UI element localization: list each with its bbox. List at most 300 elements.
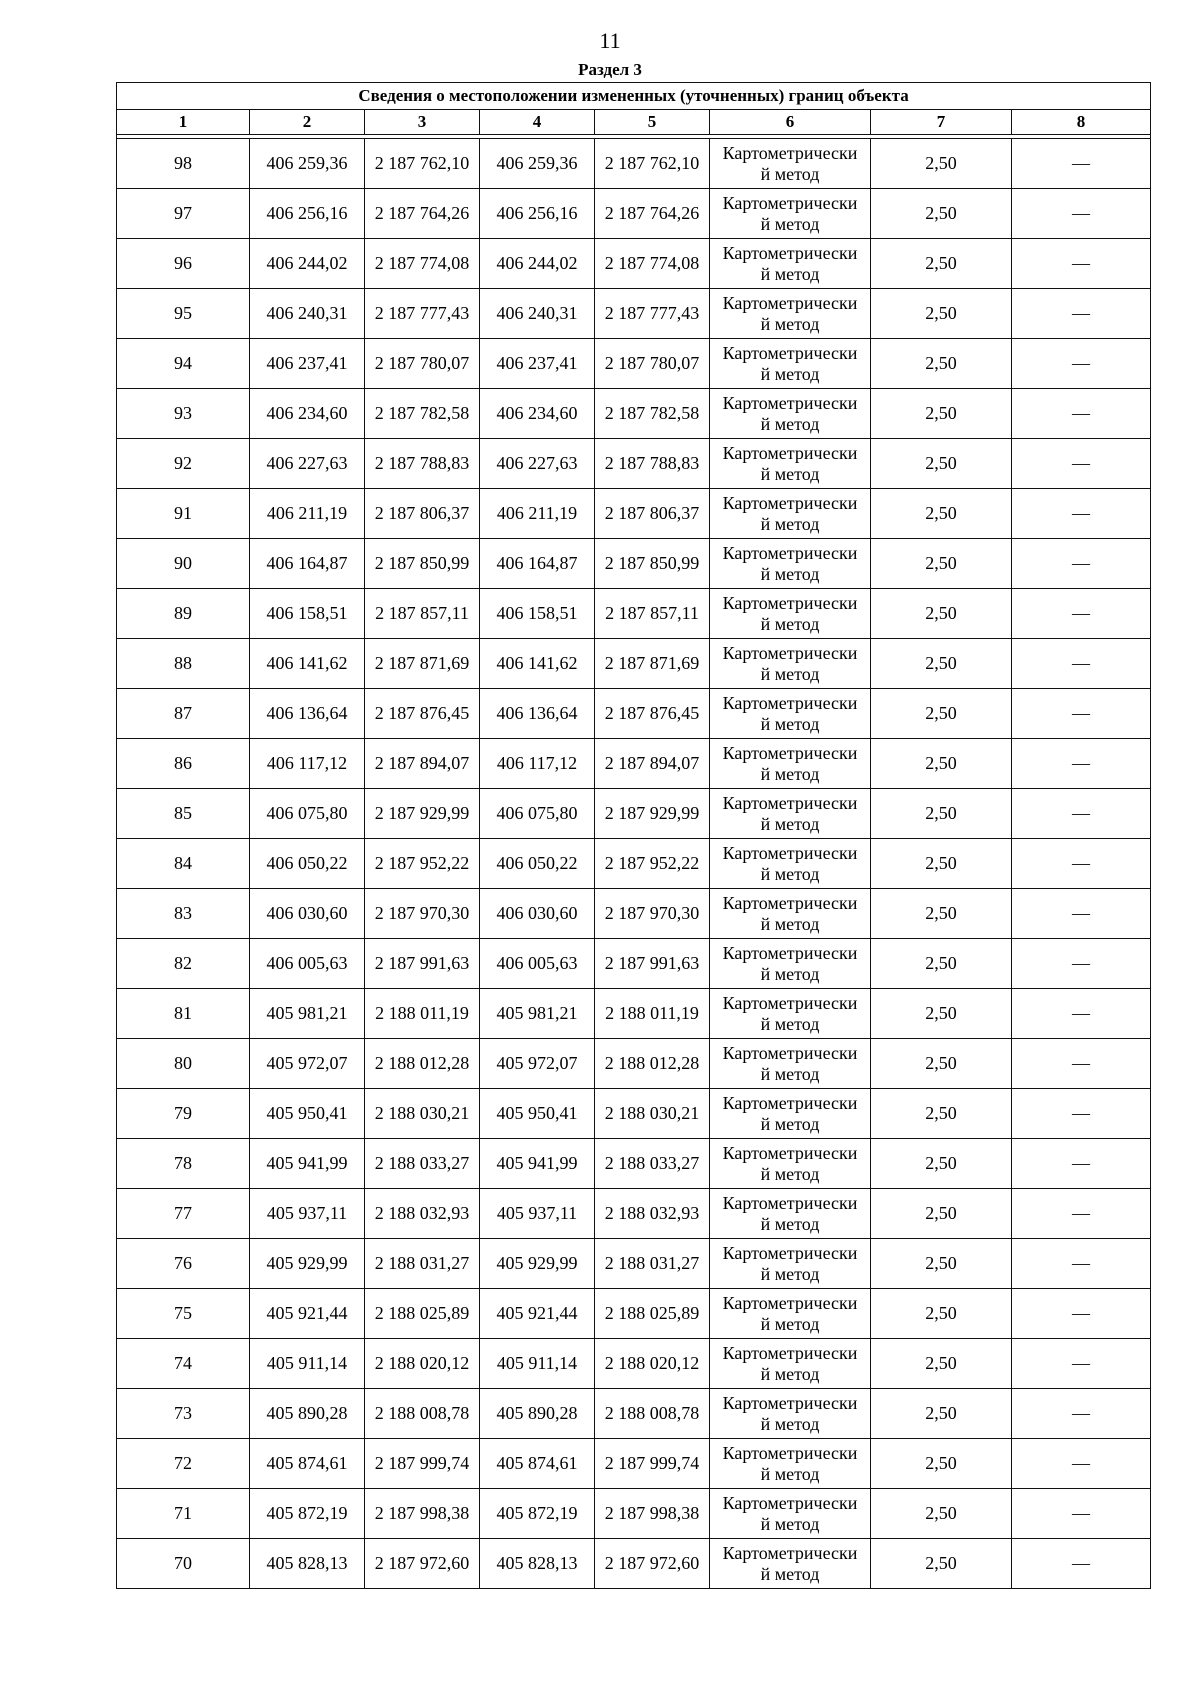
y-new-cell: 2 187 777,43 xyxy=(595,289,710,339)
method-cell xyxy=(710,1039,871,1089)
method-cell xyxy=(710,739,871,789)
y-new-cell: 2 187 972,60 xyxy=(595,1539,710,1589)
x-new-cell: 405 911,14 xyxy=(480,1339,595,1389)
y-old-cell: 2 187 774,08 xyxy=(365,239,480,289)
accuracy-cell: 2,50 xyxy=(871,439,1012,489)
method-text-line1: Картометрически xyxy=(722,492,858,513)
method-cell xyxy=(710,239,871,289)
note-cell: — xyxy=(1012,789,1151,839)
x-new-cell: 405 941,99 xyxy=(480,1139,595,1189)
note-cell: — xyxy=(1012,239,1151,289)
x-old-cell: 405 929,99 xyxy=(250,1239,365,1289)
y-old-cell: 2 188 032,93 xyxy=(365,1189,480,1239)
x-old-cell: 406 259,36 xyxy=(250,139,365,189)
table-row xyxy=(117,789,1151,839)
point-number-cell: 77 xyxy=(117,1189,250,1239)
method-text-line1: Картометрически xyxy=(722,992,858,1013)
y-old-cell: 2 187 876,45 xyxy=(365,689,480,739)
method-cell xyxy=(710,289,871,339)
point-number-cell: 74 xyxy=(117,1339,250,1389)
method-text-line2: й метод xyxy=(760,913,820,934)
method-cell xyxy=(710,1539,871,1589)
note-cell: — xyxy=(1012,139,1151,189)
y-new-cell: 2 187 998,38 xyxy=(595,1489,710,1539)
x-old-cell: 406 141,62 xyxy=(250,639,365,689)
y-new-cell: 2 188 011,19 xyxy=(595,989,710,1039)
x-new-cell: 405 921,44 xyxy=(480,1289,595,1339)
x-new-cell: 406 259,36 xyxy=(480,139,595,189)
table-row xyxy=(117,339,1151,389)
accuracy-cell: 2,50 xyxy=(871,839,1012,889)
method-text-line2: й метод xyxy=(760,363,820,384)
y-old-cell: 2 187 998,38 xyxy=(365,1489,480,1539)
method-text-line1: Картометрически xyxy=(722,1042,858,1063)
table-row xyxy=(117,389,1151,439)
table-row xyxy=(117,189,1151,239)
table-row xyxy=(117,439,1151,489)
point-number-cell: 71 xyxy=(117,1489,250,1539)
note-cell: — xyxy=(1012,289,1151,339)
method-text-line2: й метод xyxy=(760,163,820,184)
x-old-cell: 406 234,60 xyxy=(250,389,365,439)
y-old-cell: 2 187 764,26 xyxy=(365,189,480,239)
note-cell: — xyxy=(1012,689,1151,739)
section-title: Раздел 3 xyxy=(578,60,642,79)
accuracy-cell: 2,50 xyxy=(871,389,1012,439)
table-row xyxy=(117,1389,1151,1439)
y-new-cell: 2 187 788,83 xyxy=(595,439,710,489)
y-new-cell: 2 187 876,45 xyxy=(595,689,710,739)
y-old-cell: 2 187 850,99 xyxy=(365,539,480,589)
point-number-cell: 83 xyxy=(117,889,250,939)
table-row xyxy=(117,1489,1151,1539)
accuracy-cell: 2,50 xyxy=(871,989,1012,1039)
x-new-cell: 406 075,80 xyxy=(480,789,595,839)
column-number-row xyxy=(117,110,1151,135)
x-new-cell: 406 256,16 xyxy=(480,189,595,239)
table-row xyxy=(117,239,1151,289)
point-number-cell: 89 xyxy=(117,589,250,639)
method-text-line1: Картометрически xyxy=(722,842,858,863)
x-new-cell: 406 164,87 xyxy=(480,539,595,589)
method-text-line1: Картометрически xyxy=(722,242,858,263)
method-text-line1: Картометрически xyxy=(722,392,858,413)
x-old-cell: 406 136,64 xyxy=(250,689,365,739)
table-row xyxy=(117,1089,1151,1139)
method-text-line1: Картометрически xyxy=(722,1092,858,1113)
x-old-cell: 405 937,11 xyxy=(250,1189,365,1239)
y-old-cell: 2 188 012,28 xyxy=(365,1039,480,1089)
y-old-cell: 2 187 970,30 xyxy=(365,889,480,939)
table-row xyxy=(117,689,1151,739)
note-cell: — xyxy=(1012,1189,1151,1239)
x-old-cell: 406 050,22 xyxy=(250,839,365,889)
note-cell: — xyxy=(1012,889,1151,939)
point-number-cell: 92 xyxy=(117,439,250,489)
x-new-cell: 406 158,51 xyxy=(480,589,595,639)
table-row xyxy=(117,989,1151,1039)
method-text-line2: й метод xyxy=(760,1363,820,1384)
y-new-cell: 2 188 012,28 xyxy=(595,1039,710,1089)
x-new-cell: 406 227,63 xyxy=(480,439,595,489)
accuracy-cell: 2,50 xyxy=(871,1389,1012,1439)
table-row xyxy=(117,589,1151,639)
point-number-cell: 91 xyxy=(117,489,250,539)
method-text-line2: й метод xyxy=(760,1263,820,1284)
point-number-cell: 86 xyxy=(117,739,250,789)
method-cell xyxy=(710,1489,871,1539)
accuracy-cell: 2,50 xyxy=(871,739,1012,789)
y-old-cell: 2 187 991,63 xyxy=(365,939,480,989)
point-number-cell: 97 xyxy=(117,189,250,239)
method-cell xyxy=(710,789,871,839)
x-old-cell: 406 158,51 xyxy=(250,589,365,639)
x-new-cell: 405 890,28 xyxy=(480,1389,595,1439)
point-number-cell: 70 xyxy=(117,1539,250,1589)
method-cell xyxy=(710,889,871,939)
y-old-cell: 2 187 952,22 xyxy=(365,839,480,889)
y-new-cell: 2 188 033,27 xyxy=(595,1139,710,1189)
accuracy-cell: 2,50 xyxy=(871,889,1012,939)
note-cell: — xyxy=(1012,389,1151,439)
table-row xyxy=(117,739,1151,789)
x-old-cell: 406 237,41 xyxy=(250,339,365,389)
method-text-line2: й метод xyxy=(760,213,820,234)
y-new-cell: 2 187 991,63 xyxy=(595,939,710,989)
point-number-cell: 84 xyxy=(117,839,250,889)
method-text-line1: Картометрически xyxy=(722,942,858,963)
y-new-cell: 2 187 806,37 xyxy=(595,489,710,539)
method-cell xyxy=(710,1189,871,1239)
y-old-cell: 2 187 806,37 xyxy=(365,489,480,539)
x-new-cell: 406 211,19 xyxy=(480,489,595,539)
accuracy-cell: 2,50 xyxy=(871,489,1012,539)
y-old-cell: 2 187 782,58 xyxy=(365,389,480,439)
accuracy-cell: 2,50 xyxy=(871,1189,1012,1239)
method-text-line2: й метод xyxy=(760,613,820,634)
point-number-cell: 85 xyxy=(117,789,250,839)
y-old-cell: 2 188 031,27 xyxy=(365,1239,480,1289)
column-number: 7 xyxy=(871,110,1012,135)
method-cell xyxy=(710,1239,871,1289)
y-old-cell: 2 187 999,74 xyxy=(365,1439,480,1489)
point-number-cell: 82 xyxy=(117,939,250,989)
column-number: 6 xyxy=(710,110,871,135)
table-row xyxy=(117,1139,1151,1189)
method-cell xyxy=(710,689,871,739)
point-number-cell: 72 xyxy=(117,1439,250,1489)
method-text-line2: й метод xyxy=(760,863,820,884)
x-new-cell: 405 874,61 xyxy=(480,1439,595,1489)
table-row xyxy=(117,489,1151,539)
method-cell xyxy=(710,1339,871,1389)
y-new-cell: 2 188 025,89 xyxy=(595,1289,710,1339)
x-new-cell: 406 005,63 xyxy=(480,939,595,989)
y-new-cell: 2 187 850,99 xyxy=(595,539,710,589)
x-new-cell: 405 828,13 xyxy=(480,1539,595,1589)
column-number: 1 xyxy=(117,110,250,135)
accuracy-cell: 2,50 xyxy=(871,1489,1012,1539)
point-number-cell: 76 xyxy=(117,1239,250,1289)
method-cell xyxy=(710,139,871,189)
y-new-cell: 2 187 999,74 xyxy=(595,1439,710,1489)
note-cell: — xyxy=(1012,439,1151,489)
method-cell xyxy=(710,439,871,489)
x-old-cell: 405 972,07 xyxy=(250,1039,365,1089)
method-text-line1: Картометрически xyxy=(722,442,858,463)
accuracy-cell: 2,50 xyxy=(871,689,1012,739)
y-new-cell: 2 187 774,08 xyxy=(595,239,710,289)
page-number: 11 xyxy=(599,28,621,53)
method-text-line1: Картометрически xyxy=(722,892,858,913)
y-old-cell: 2 187 857,11 xyxy=(365,589,480,639)
note-cell: — xyxy=(1012,739,1151,789)
column-number: 2 xyxy=(250,110,365,135)
method-text-line2: й метод xyxy=(760,1063,820,1084)
method-text-line2: й метод xyxy=(760,463,820,484)
point-number-cell: 87 xyxy=(117,689,250,739)
method-text-line1: Картометрически xyxy=(722,1142,858,1163)
method-text-line1: Картометрически xyxy=(722,542,858,563)
method-text-line1: Картометрически xyxy=(722,1242,858,1263)
point-number-cell: 98 xyxy=(117,139,250,189)
y-old-cell: 2 188 008,78 xyxy=(365,1389,480,1439)
accuracy-cell: 2,50 xyxy=(871,639,1012,689)
point-number-cell: 75 xyxy=(117,1289,250,1339)
method-text-line2: й метод xyxy=(760,563,820,584)
column-number: 5 xyxy=(595,110,710,135)
y-old-cell: 2 187 894,07 xyxy=(365,739,480,789)
table-row xyxy=(117,139,1151,189)
note-cell: — xyxy=(1012,539,1151,589)
y-old-cell: 2 188 020,12 xyxy=(365,1339,480,1389)
y-old-cell: 2 187 777,43 xyxy=(365,289,480,339)
accuracy-cell: 2,50 xyxy=(871,1439,1012,1489)
x-old-cell: 406 244,02 xyxy=(250,239,365,289)
column-number: 3 xyxy=(365,110,480,135)
method-text-line2: й метод xyxy=(760,1513,820,1534)
note-cell: — xyxy=(1012,189,1151,239)
method-cell xyxy=(710,939,871,989)
note-cell: — xyxy=(1012,989,1151,1039)
point-number-cell: 78 xyxy=(117,1139,250,1189)
y-new-cell: 2 187 762,10 xyxy=(595,139,710,189)
x-old-cell: 405 921,44 xyxy=(250,1289,365,1339)
method-text-line2: й метод xyxy=(760,263,820,284)
method-cell xyxy=(710,989,871,1039)
note-cell: — xyxy=(1012,1489,1151,1539)
x-new-cell: 406 030,60 xyxy=(480,889,595,939)
note-cell: — xyxy=(1012,489,1151,539)
method-text-line1: Картометрически xyxy=(722,1542,858,1563)
boundary-coordinates-table xyxy=(116,82,1151,1589)
y-new-cell: 2 187 782,58 xyxy=(595,389,710,439)
accuracy-cell: 2,50 xyxy=(871,1339,1012,1389)
x-new-cell: 406 234,60 xyxy=(480,389,595,439)
y-new-cell: 2 188 030,21 xyxy=(595,1089,710,1139)
y-old-cell: 2 187 788,83 xyxy=(365,439,480,489)
y-new-cell: 2 187 857,11 xyxy=(595,589,710,639)
y-old-cell: 2 187 871,69 xyxy=(365,639,480,689)
method-cell xyxy=(710,1139,871,1189)
x-old-cell: 405 911,14 xyxy=(250,1339,365,1389)
note-cell: — xyxy=(1012,1039,1151,1089)
method-text-line1: Картометрически xyxy=(722,642,858,663)
method-text-line1: Картометрически xyxy=(722,1492,858,1513)
y-new-cell: 2 187 780,07 xyxy=(595,339,710,389)
note-cell: — xyxy=(1012,1289,1151,1339)
method-text-line1: Картометрически xyxy=(722,342,858,363)
note-cell: — xyxy=(1012,1239,1151,1289)
point-number-cell: 81 xyxy=(117,989,250,1039)
method-cell xyxy=(710,189,871,239)
table-row xyxy=(117,1039,1151,1089)
column-number: 8 xyxy=(1012,110,1151,135)
accuracy-cell: 2,50 xyxy=(871,939,1012,989)
y-new-cell: 2 187 929,99 xyxy=(595,789,710,839)
y-new-cell: 2 187 764,26 xyxy=(595,189,710,239)
table-row xyxy=(117,539,1151,589)
y-old-cell: 2 187 762,10 xyxy=(365,139,480,189)
y-old-cell: 2 187 929,99 xyxy=(365,789,480,839)
method-cell xyxy=(710,1289,871,1339)
table-row xyxy=(117,839,1151,889)
method-text-line2: й метод xyxy=(760,763,820,784)
point-number-cell: 73 xyxy=(117,1389,250,1439)
method-text-line1: Картометрически xyxy=(722,692,858,713)
method-text-line1: Картометрически xyxy=(722,192,858,213)
method-cell xyxy=(710,389,871,439)
table-row xyxy=(117,1189,1151,1239)
accuracy-cell: 2,50 xyxy=(871,1139,1012,1189)
method-text-line2: й метод xyxy=(760,1213,820,1234)
table-row xyxy=(117,1239,1151,1289)
method-cell xyxy=(710,539,871,589)
x-old-cell: 406 227,63 xyxy=(250,439,365,489)
x-new-cell: 406 237,41 xyxy=(480,339,595,389)
y-new-cell: 2 188 032,93 xyxy=(595,1189,710,1239)
method-cell xyxy=(710,489,871,539)
accuracy-cell: 2,50 xyxy=(871,1089,1012,1139)
table-row xyxy=(117,639,1151,689)
note-cell: — xyxy=(1012,939,1151,989)
note-cell: — xyxy=(1012,339,1151,389)
method-text-line2: й метод xyxy=(760,963,820,984)
point-number-cell: 90 xyxy=(117,539,250,589)
table-row xyxy=(117,939,1151,989)
table-body xyxy=(117,139,1151,1589)
x-old-cell: 406 256,16 xyxy=(250,189,365,239)
x-new-cell: 405 981,21 xyxy=(480,989,595,1039)
table-row xyxy=(117,289,1151,339)
point-number-cell: 94 xyxy=(117,339,250,389)
method-text-line2: й метод xyxy=(760,1163,820,1184)
method-text-line1: Картометрически xyxy=(722,742,858,763)
method-text-line2: й метод xyxy=(760,1113,820,1134)
x-new-cell: 406 136,64 xyxy=(480,689,595,739)
x-old-cell: 406 075,80 xyxy=(250,789,365,839)
x-new-cell: 406 117,12 xyxy=(480,739,595,789)
method-text-line2: й метод xyxy=(760,713,820,734)
method-text-line2: й метод xyxy=(760,513,820,534)
method-text-line1: Картометрически xyxy=(722,792,858,813)
point-number-cell: 93 xyxy=(117,389,250,439)
x-old-cell: 405 981,21 xyxy=(250,989,365,1039)
method-text-line1: Картометрически xyxy=(722,142,858,163)
x-old-cell: 406 117,12 xyxy=(250,739,365,789)
method-cell xyxy=(710,639,871,689)
note-cell: — xyxy=(1012,1389,1151,1439)
y-new-cell: 2 187 871,69 xyxy=(595,639,710,689)
accuracy-cell: 2,50 xyxy=(871,539,1012,589)
x-old-cell: 405 872,19 xyxy=(250,1489,365,1539)
table-row xyxy=(117,1439,1151,1489)
y-new-cell: 2 187 952,22 xyxy=(595,839,710,889)
y-old-cell: 2 187 972,60 xyxy=(365,1539,480,1589)
method-text-line2: й метод xyxy=(760,813,820,834)
table-title: Сведения о местоположении измененных (уточненных) границ объекта xyxy=(117,83,1151,110)
method-text-line2: й метод xyxy=(760,413,820,434)
method-text-line2: й метод xyxy=(760,1563,820,1584)
note-cell: — xyxy=(1012,1439,1151,1489)
accuracy-cell: 2,50 xyxy=(871,189,1012,239)
x-old-cell: 406 005,63 xyxy=(250,939,365,989)
note-cell: — xyxy=(1012,1339,1151,1389)
note-cell: — xyxy=(1012,1539,1151,1589)
x-old-cell: 406 211,19 xyxy=(250,489,365,539)
method-text-line1: Картометрически xyxy=(722,1192,858,1213)
method-cell xyxy=(710,839,871,889)
note-cell: — xyxy=(1012,1139,1151,1189)
method-text-line1: Картометрически xyxy=(722,592,858,613)
accuracy-cell: 2,50 xyxy=(871,1039,1012,1089)
column-number: 4 xyxy=(480,110,595,135)
y-new-cell: 2 187 894,07 xyxy=(595,739,710,789)
method-cell xyxy=(710,1389,871,1439)
x-old-cell: 406 240,31 xyxy=(250,289,365,339)
point-number-cell: 88 xyxy=(117,639,250,689)
y-new-cell: 2 187 970,30 xyxy=(595,889,710,939)
method-text-line1: Картометрически xyxy=(722,1342,858,1363)
x-new-cell: 405 872,19 xyxy=(480,1489,595,1539)
method-cell xyxy=(710,339,871,389)
point-number-cell: 95 xyxy=(117,289,250,339)
accuracy-cell: 2,50 xyxy=(871,789,1012,839)
method-text-line1: Картометрически xyxy=(722,1292,858,1313)
note-cell: — xyxy=(1012,589,1151,639)
y-new-cell: 2 188 020,12 xyxy=(595,1339,710,1389)
x-old-cell: 405 950,41 xyxy=(250,1089,365,1139)
method-cell xyxy=(710,1439,871,1489)
method-text-line2: й метод xyxy=(760,1013,820,1034)
x-new-cell: 405 937,11 xyxy=(480,1189,595,1239)
x-new-cell: 406 050,22 xyxy=(480,839,595,889)
table-row xyxy=(117,1289,1151,1339)
x-old-cell: 406 164,87 xyxy=(250,539,365,589)
y-old-cell: 2 188 033,27 xyxy=(365,1139,480,1189)
accuracy-cell: 2,50 xyxy=(871,139,1012,189)
x-new-cell: 406 141,62 xyxy=(480,639,595,689)
point-number-cell: 96 xyxy=(117,239,250,289)
x-new-cell: 405 950,41 xyxy=(480,1089,595,1139)
note-cell: — xyxy=(1012,639,1151,689)
table-row xyxy=(117,1339,1151,1389)
table-row xyxy=(117,1539,1151,1589)
x-old-cell: 406 030,60 xyxy=(250,889,365,939)
table-row xyxy=(117,889,1151,939)
y-old-cell: 2 188 011,19 xyxy=(365,989,480,1039)
x-new-cell: 406 240,31 xyxy=(480,289,595,339)
